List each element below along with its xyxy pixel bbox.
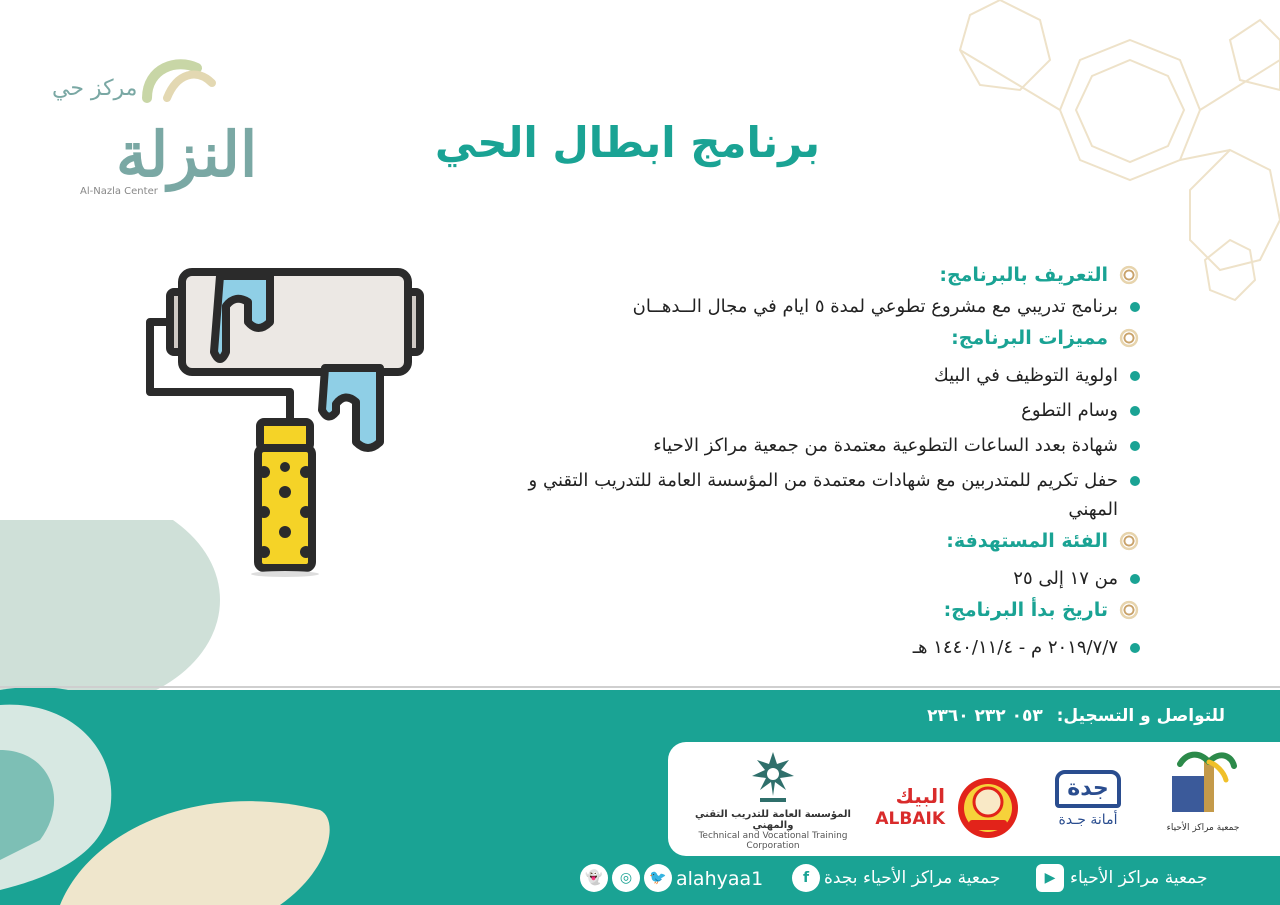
list-item-text: ٢٠١٩/٧/٧ م - ١٤٤٠/١١/٤ هـ — [912, 637, 1118, 658]
page-title: برنامج ابطال الحي — [434, 118, 820, 167]
bullet-dot-icon — [1130, 371, 1140, 381]
bullet-dot-icon — [1130, 441, 1140, 451]
contact-phone[interactable]: ٠٥٣ ٢٣٢ ٢٣٦٠ — [927, 706, 1043, 726]
jeddah-name: أمانة جـدة — [1058, 812, 1118, 828]
logo-text-main: النزلة — [116, 118, 258, 191]
sponsors-panel — [668, 742, 1280, 856]
contact-line — [760, 706, 1225, 726]
flower-bullet-icon — [1118, 599, 1140, 621]
list-item — [500, 633, 1140, 662]
list-item — [500, 292, 1140, 321]
footer-waves — [0, 690, 330, 905]
logo-text-top: مركز حي — [52, 76, 138, 101]
program-details — [500, 258, 1140, 662]
association-name: جمعية مراكز الأحياء — [1166, 823, 1240, 833]
section-heading — [500, 593, 1140, 627]
list-item-text: اولوية التوظيف في البيك — [933, 365, 1118, 386]
list-item — [500, 466, 1140, 524]
albaik-chicken-icon — [955, 772, 1021, 842]
section-heading — [500, 524, 1140, 558]
section-title: التعريف بالبرنامج: — [939, 264, 1108, 286]
albaik-name-en: ALBAIK — [875, 809, 945, 829]
list-item — [500, 396, 1140, 425]
contact-label: للتواصل و التسجيل: — [1056, 706, 1225, 726]
section-title: الفئة المستهدفة: — [946, 530, 1108, 552]
bullet-dot-icon — [1130, 406, 1140, 416]
bullet-dot-icon — [1130, 574, 1140, 584]
jeddah-logo-mark: جدة — [1055, 770, 1121, 808]
section-title: مميزات البرنامج: — [951, 327, 1108, 349]
snapchat-icon[interactable]: 👻 — [580, 864, 608, 892]
social-row — [580, 864, 1230, 896]
logo-text-english: Al-Nazla Center — [80, 186, 158, 197]
divider — [0, 686, 1280, 688]
list-item-text: شهادة بعدد الساعات التطوعية معتمدة من جمعية مراكز الاحياء — [653, 435, 1118, 456]
list-item — [500, 564, 1140, 593]
paint-roller-icon — [140, 262, 430, 577]
tvtc-name-en: Technical and Vocational Training Corporation — [698, 831, 848, 851]
bullet-dot-icon — [1130, 302, 1140, 312]
list-item — [500, 431, 1140, 460]
facebook-page-name[interactable]: جمعية مراكز الأحياء بجدة — [824, 868, 1001, 888]
social-handle[interactable]: alahyaa1 — [676, 868, 764, 890]
section-heading — [500, 258, 1140, 292]
list-item-text: برنامج تدريبي مع مشروع تطوعي لمدة ٥ ايام في مجال الــدهــان — [632, 296, 1118, 317]
flower-bullet-icon — [1118, 327, 1140, 349]
flower-bullet-icon — [1118, 530, 1140, 552]
list-item-text: حفل تكريم للمتدربين مع شهادات معتمدة من المؤسسة العامة للتدريب التقني و المهني — [528, 470, 1118, 520]
association-logo-icon — [1168, 750, 1238, 820]
instagram-icon[interactable]: ◎ — [612, 864, 640, 892]
albaik-name-ar: البيك — [895, 784, 945, 808]
facebook-icon[interactable]: f — [792, 864, 820, 892]
bullet-dot-icon — [1130, 643, 1140, 653]
sponsor-albaik — [873, 750, 1023, 850]
list-item — [500, 361, 1140, 390]
sponsor-tvtc — [678, 750, 868, 850]
nazla-center-logo — [52, 48, 258, 218]
flower-bullet-icon — [1118, 264, 1140, 286]
list-item-text: وسام التطوع — [1021, 400, 1118, 421]
youtube-icon[interactable]: ▶ — [1036, 864, 1064, 892]
palm-leaves-icon — [137, 48, 217, 108]
twitter-icon[interactable]: 🐦 — [644, 864, 672, 892]
sponsor-neighborhood-association — [1163, 750, 1243, 850]
youtube-channel-name[interactable]: جمعية مراكز الأحياء — [1070, 868, 1208, 888]
sponsor-jeddah-municipality — [1038, 750, 1138, 850]
bullet-dot-icon — [1130, 476, 1140, 486]
section-title: تاريخ بدأ البرنامج: — [943, 599, 1108, 621]
list-item-text: من ١٧ إلى ٢٥ — [1013, 568, 1118, 589]
tvtc-logo-icon — [748, 750, 798, 806]
tvtc-name-ar: المؤسسة العامة للتدريب التقني والمهني — [695, 809, 851, 831]
section-heading — [500, 321, 1140, 355]
